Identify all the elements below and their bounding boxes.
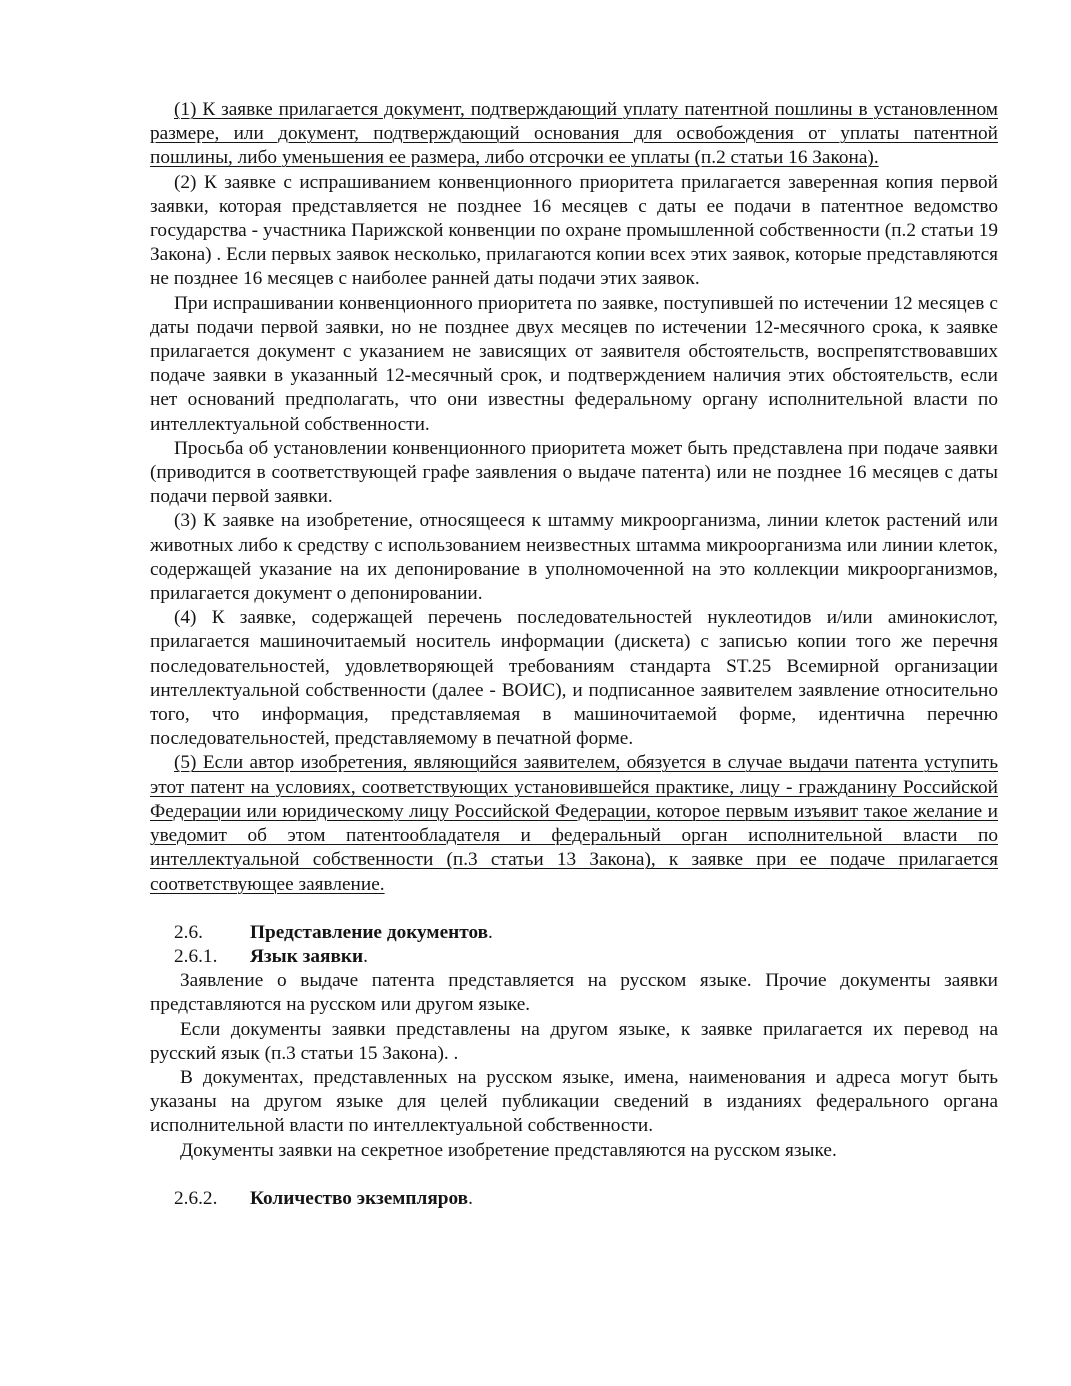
section-title-suffix: . bbox=[488, 921, 493, 943]
paragraph-1-fee-document: (1) К заявке прилагается документ, подтверждающий уплату патентной пошлины в установленном размере, или документ, подтверждающий основания для освобождения от уплаты патентной пошлины, либо уменьшения ее размера, либо отсрочки ее уплаты (п.2 статьи 16 Закона). bbox=[150, 99, 998, 169]
section-heading-2-6 bbox=[150, 921, 998, 945]
section-heading-2-6-2 bbox=[150, 1187, 998, 1211]
paragraph-4-sequence-listing: (4) К заявке, содержащей перечень последовательностей нуклеотидов и/или аминокислот, прилагается машиночитаемый носитель информации (дискета) с записью копии того же перечня последовательностей, удовлетворяющей требованиям стандарта ST.25 Всемирной организации интеллектуальной собственности (далее - ВОИС), и подписанное заявителем заявление относительно того, что информация, представляемая в машиночитаемой форме, идентична перечню последовательностей, представляемому в печатной форме. bbox=[150, 607, 998, 750]
section-title: Представление документов bbox=[250, 921, 489, 943]
section-number: 2.6.1. bbox=[174, 945, 218, 967]
paragraph-language-names: В документах, представленных на русском языке, имена, наименования и адреса могут быть указаны на другом языке для целей публикации сведений в изданиях федерального органа исполнительной власти по интеллектуальной собственности. bbox=[150, 1066, 998, 1137]
paragraph-language-application: Заявление о выдаче патента представляется на русском языке. Прочие документы заявки представляются на русском или другом языке. bbox=[150, 970, 998, 1016]
paragraph-language-secret: Документы заявки на секретное изобретение представляются на русском языке. bbox=[180, 1139, 837, 1161]
section-heading-2-6-1 bbox=[150, 945, 998, 969]
paragraph-language-translation: Если документы заявки представлены на другом языке, к заявке прилагается их перевод на русский язык (п.3 статьи 15 Закона). . bbox=[150, 1018, 998, 1064]
section-title: Количество экземпляров bbox=[250, 1187, 469, 1209]
paragraph-priority-late-filing: При испрашивании конвенционного приоритета по заявке, поступившей по истечении 12 месяцев с даты подачи первой заявки, но не позднее двух месяцев по истечении 12-месячного срока, к заявке прилагается документ с указанием не зависящих от заявителя обстоятельств, воспрепятствовавших подаче заявки в указанный 12-месячный срок, и подтверждением наличия этих обстоятельств, если нет оснований предполагать, что они известны федеральному органу исполнительной власти по интеллектуальной собственности. bbox=[150, 292, 998, 435]
section-title: Язык заявки bbox=[250, 945, 364, 967]
paragraph-3-microorganism-deposit: (3) К заявке на изобретение, относящееся к штамму микроорганизма, линии клеток растений или животных либо к средству с использованием неизвестных штамма микроорганизма или линии клеток, содержащей указание на их депонирование в уполномоченной на это коллекции микроорганизмов, прилагается документ о депонировании. bbox=[150, 510, 998, 605]
paragraph-5-author-assignment: (5) Если автор изобретения, являющийся заявителем, обязуется в случае выдачи патента уступить этот патент на условиях, соответствующих установившейся практике, лицу - гражданину Российской Федерации или юридическому лицу Российской Федерации, которое первым изъявит такое желание и уведомит об этом патентообладателя и федеральный орган исполнительной власти по интеллектуальной собственности (п.3 статьи 13 Закона), к заявке при ее подаче прилагается соответствующее заявление. bbox=[150, 752, 998, 895]
section-number: 2.6.2. bbox=[174, 1187, 218, 1209]
section-title-suffix: . bbox=[468, 1187, 473, 1209]
document-page bbox=[150, 98, 998, 1211]
paragraph-2-convention-priority-copy: (2) К заявке с испрашиванием конвенционного приоритета прилагается заверенная копия первой заявки, которая представляется не позднее 16 месяцев с даты ее подачи в патентное ведомство государства - участника Парижской конвенции по охране промышленной собственности (п.2 статьи 19 Закона) . Если первых заявок несколько, прилагаются копии всех этих заявок, которые представляются не позднее 16 месяцев с наиболее ранней даты подачи этих заявок. bbox=[150, 171, 998, 290]
paragraph-priority-request: Просьба об установлении конвенционного приоритета может быть представлена при подаче заявки (приводится в соответствующей графе заявления о выдаче патента) или не позднее 16 месяцев с даты подачи первой заявки. bbox=[150, 437, 998, 508]
section-number: 2.6. bbox=[174, 921, 203, 943]
section-title-suffix: . bbox=[363, 945, 368, 967]
